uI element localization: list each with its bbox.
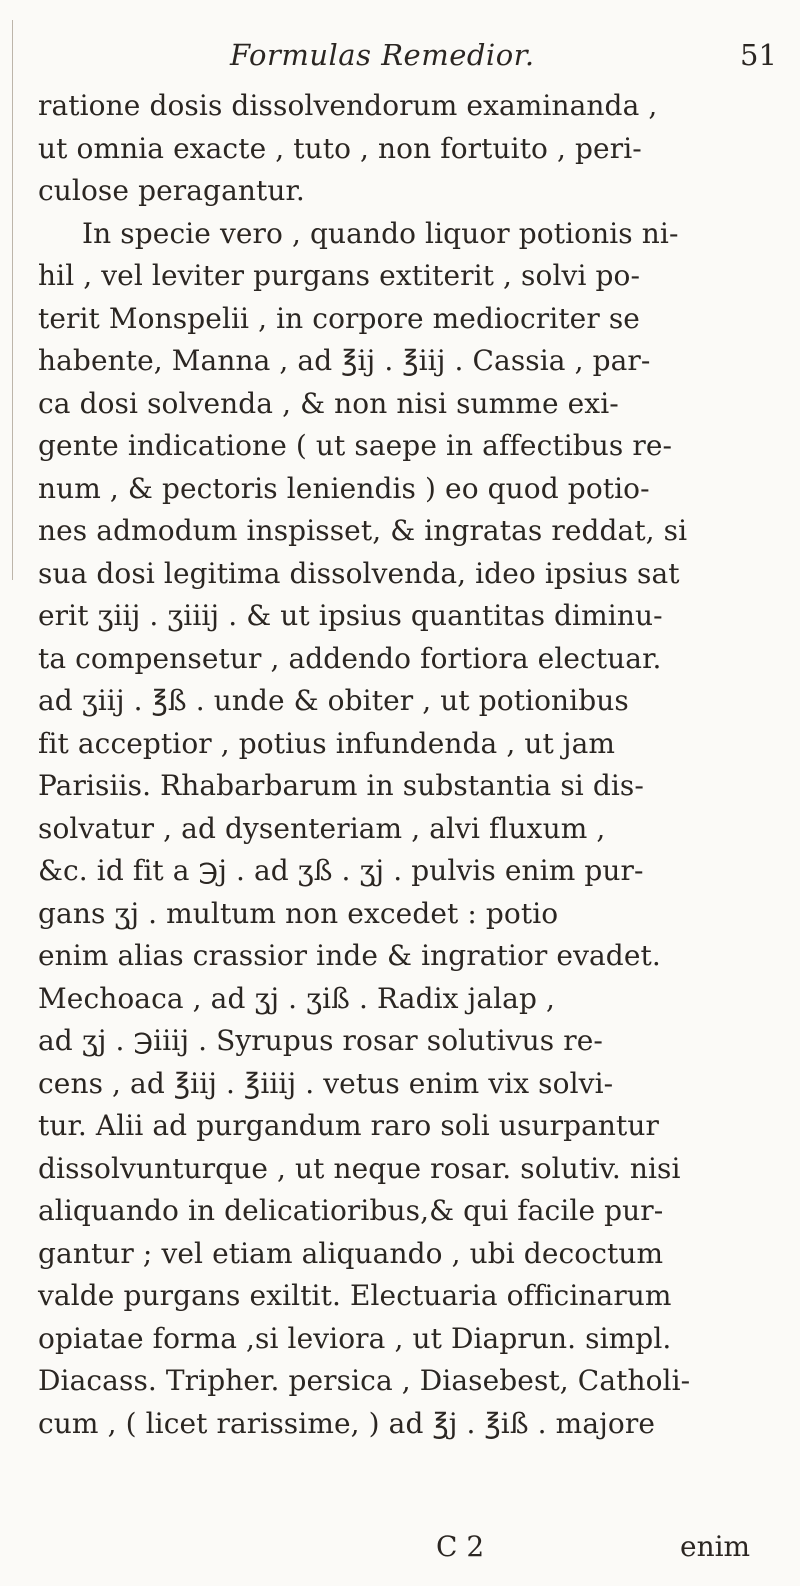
text-line-12: sua dosi legitima dissolvenda, ideo ipsius sat [38,556,680,590]
text-line-20: gans ʒj . multum non excedet : potio [38,896,559,930]
text-line-16: fit acceptior , potius infundenda , ut jam [38,726,616,760]
text-line-19: &c. id fit a ℈j . ad ʒß . ʒj . pulvis enim pur- [38,854,644,887]
text-line-21: enim alias crassior inde & ingratior evadet. [38,939,661,972]
text-line-29: valde purgans exiltit. Electuaria officinarum [38,1279,672,1312]
body-text [38,85,762,1445]
text-line-6: terit Monspelii , in corpore mediocriter se [38,301,640,335]
text-line-9: gente indicatione ( ut saepe in affectibus re- [38,429,673,462]
text-line-22: Mechoaca , ad ʒj . ʒiß . Radix jalap , [38,981,555,1015]
text-line-31: Diacass. Tripher. persica , Diasebest, Catholi- [38,1364,691,1397]
gutter-rule [12,20,13,580]
running-head: Formulas Remedior. [230,38,535,72]
text-line-27: aliquando in delicatioribus,& qui facile pur- [38,1194,664,1227]
text-line-23: ad ʒj . ℈iiij . Syrupus rosar solutivus re- [38,1024,603,1057]
text-line-7: habente, Manna , ad ℥ij . ℥iij . Cassia , par- [38,344,651,377]
text-line-2: ut omnia exacte , tuto , non fortuito , peri- [38,131,642,165]
text-line-1: ratione dosis dissolvendorum examinanda , [38,89,658,122]
catchword: enim [680,1530,751,1563]
text-line-30: opiatae forma ,si leviora , ut Diaprun. simpl. [38,1321,672,1355]
text-line-17: Parisiis. Rhabarbarum in substantia si dis- [38,769,644,802]
page-number: 51 [740,38,777,72]
text-line-13: erit ʒiij . ʒiiij . & ut ipsius quantitas diminu- [38,599,663,632]
text-line-10: num , & pectoris leniendis ) eo quod potio- [38,471,650,505]
text-line-15: ad ʒiij . ℥ß . unde & obiter , ut potionibus [38,684,629,717]
text-line-25: tur. Alii ad purgandum raro soli usurpantur [38,1109,659,1142]
text-line-4: In specie vero , quando liquor potionis ni- [82,216,679,250]
text-line-8: ca dosi solvenda , & non nisi summe exi- [38,386,619,420]
text-line-5: hil , vel leviter purgans extiterit , solvi po- [38,259,641,292]
text-line-26: dissolvunturque , ut neque rosar. solutiv. nisi [38,1151,681,1185]
text-line-28: gantur ; vel etiam aliquando , ubi decoctum [38,1236,664,1270]
text-line-32: cum , ( licet rarissime, ) ad ℥j . ℥iß . majore [38,1406,656,1440]
text-line-11: nes admodum inspisset, & ingratas reddat, si [38,514,688,547]
signature-mark: C 2 [436,1530,485,1563]
text-line-3: culose peragantur. [38,174,305,207]
text-line-14: ta compensetur , addendo fortiora electuar. [38,641,662,675]
text-line-18: solvatur , ad dysenteriam , alvi fluxum , [38,811,606,845]
text-line-24: cens , ad ℥iij . ℥iiij . vetus enim vix solvi- [38,1066,614,1100]
